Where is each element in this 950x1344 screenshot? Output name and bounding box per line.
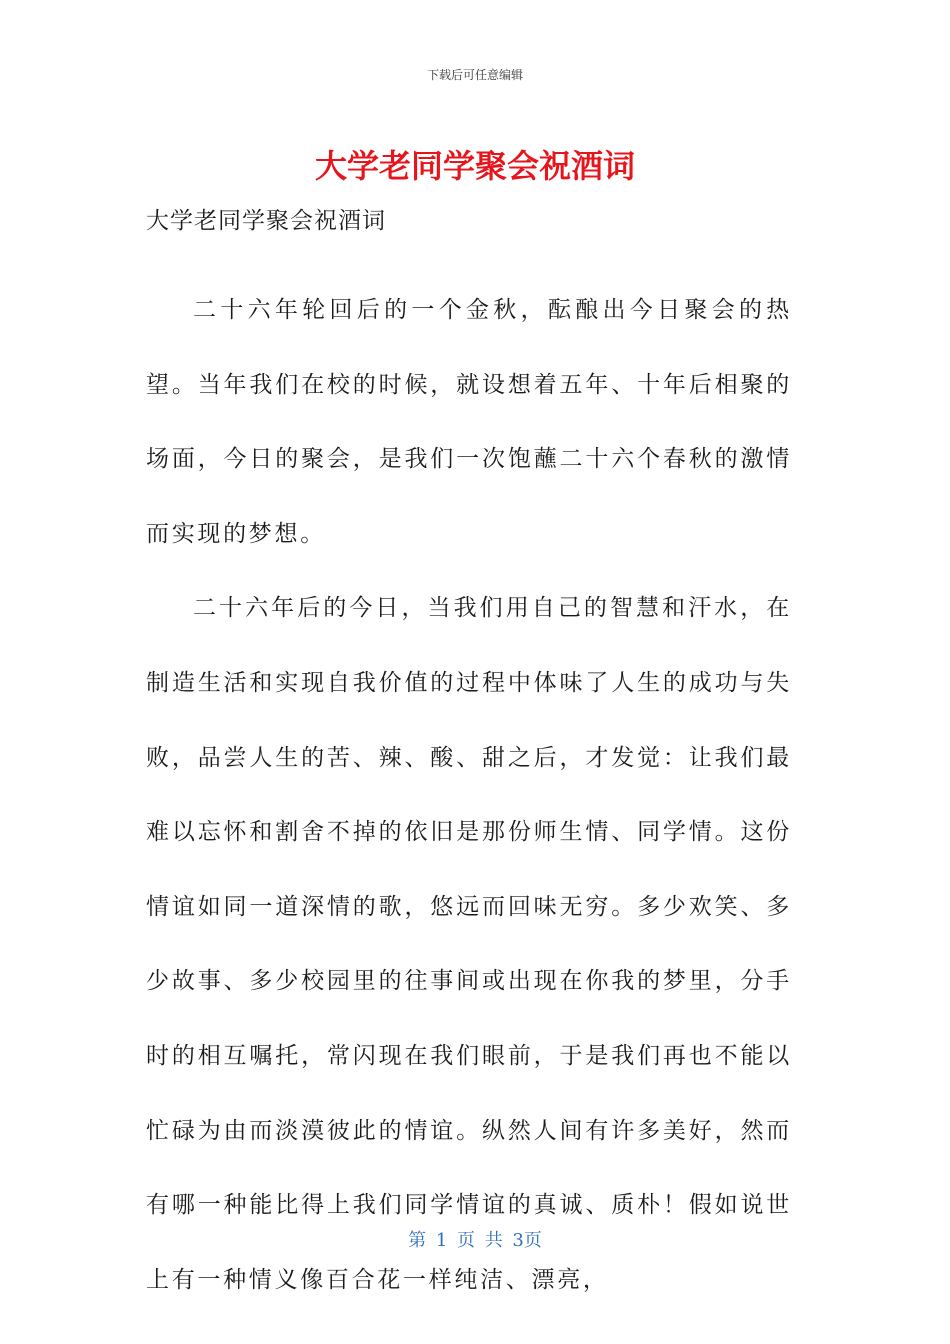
document-subtitle: 大学老同学聚会祝酒词: [146, 208, 386, 234]
document-title: 大学老同学聚会祝酒词: [314, 147, 635, 185]
document-body: [146, 273, 792, 1317]
header-note: 下载后可任意编辑: [426, 68, 523, 82]
page-number-footer: 第 1 页 共 3页: [408, 1230, 542, 1251]
paragraph: 二十六年轮回后的一个金秋，酝酿出今日聚会的热望。当年我们在校的时候，就设想着五年、十年后相聚的场面，今日的聚会，是我们一次饱蘸二十六个春秋的激情而实现的梦想。: [146, 297, 792, 547]
paragraph: 二十六年后的今日，当我们用自己的智慧和汗水，在制造生活和实现自我价值的过程中体味了人生的成功与失败，品尝人生的苦、辣、酸、甜之后，才发觉：让我们最难以忘怀和割舍不掉的依旧是那份师生情、同学情。这份情谊如同一道深情的歌，悠远而回味无穷。多少欢笑、多少故事、多少校园里的往事间或出现在你我的梦里，分手时的相互嘱托，常闪现在我们眼前，于是我们再也不能以忙碌为由而淡漠彼此的情谊。纵然人间有许多美好，然而有哪一种能比得上我们同学情谊的真诚、质朴！假如说世上有一种情义像百合花一样纯洁、漂亮，: [146, 595, 792, 1293]
